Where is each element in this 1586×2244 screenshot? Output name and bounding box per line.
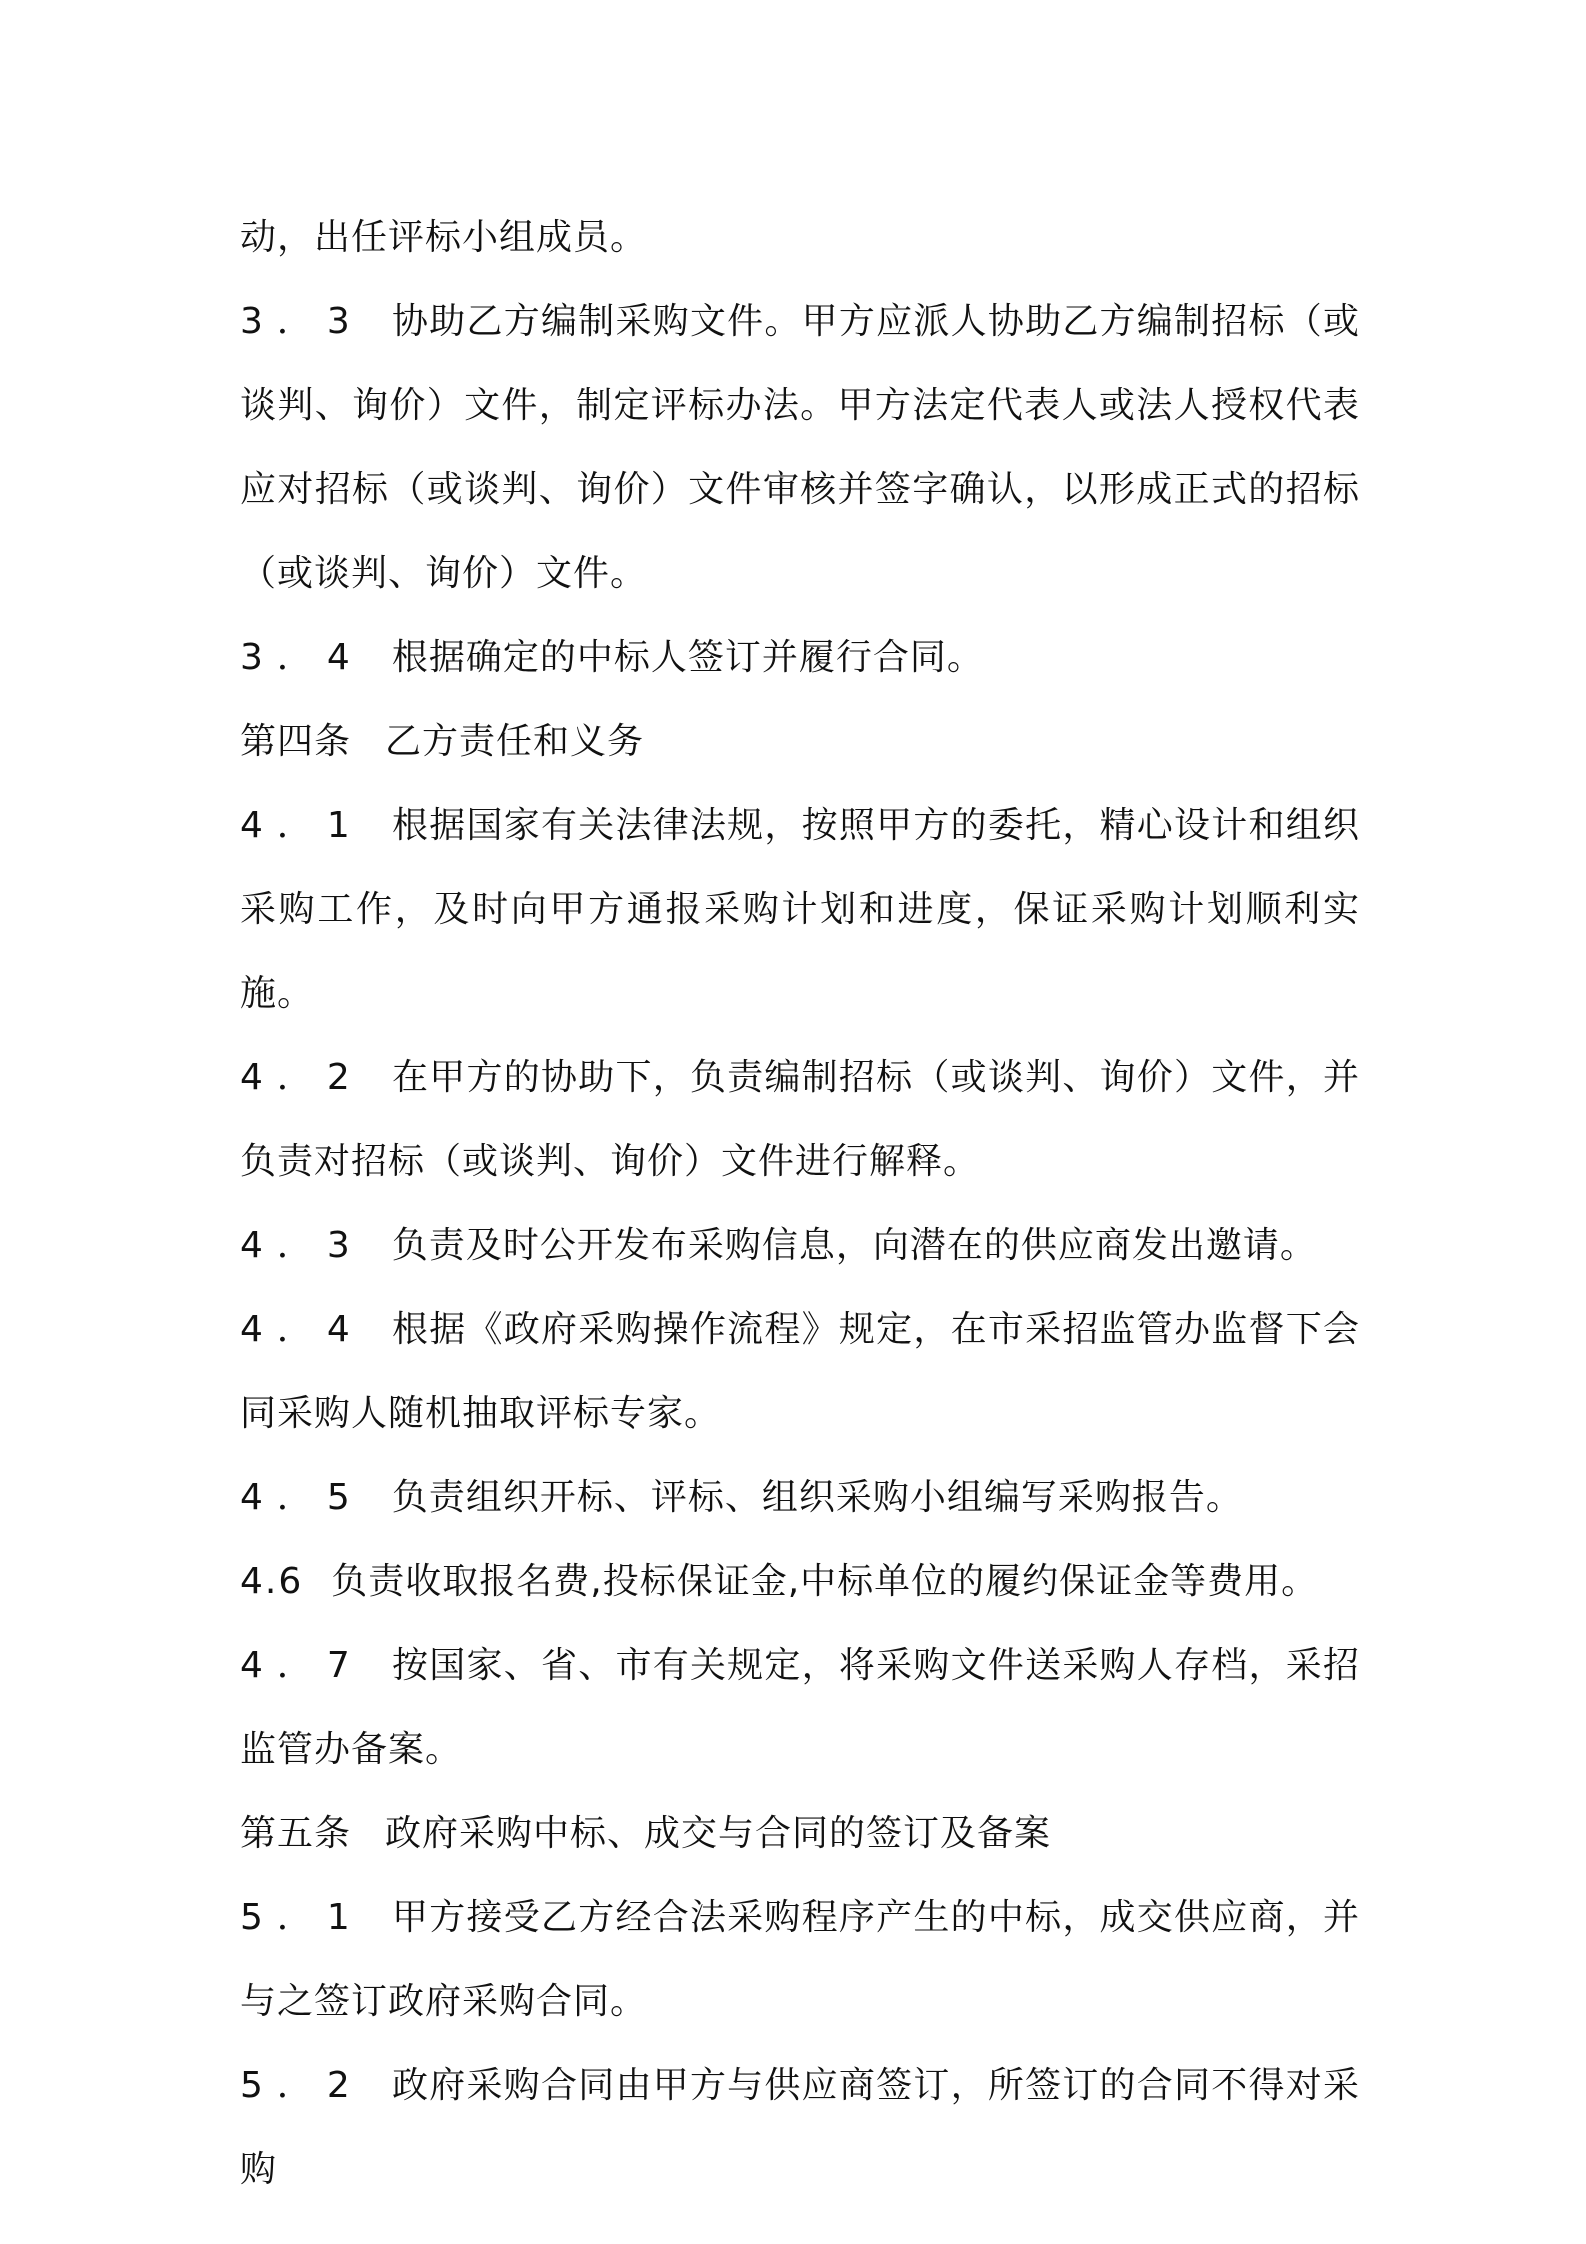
clause-number: 4．1 bbox=[240, 805, 364, 846]
clause-text: 按国家、省、市有关规定，将采购文件送采购人存档，采招监管办备案。 bbox=[240, 1645, 1360, 1770]
clause-4-5 bbox=[240, 1456, 1360, 1540]
clause-4-4 bbox=[240, 1288, 1360, 1456]
article-title: 政府采购中标、成交与合同的签订及备案 bbox=[385, 1813, 1052, 1854]
article-number: 第五条 bbox=[240, 1813, 352, 1854]
clause-number: 3．4 bbox=[240, 637, 364, 678]
clause-text: 根据国家有关法律法规，按照甲方的委托，精心设计和组织采购工作，及时向甲方通报采购计划和进度，保证采购计划顺利实施。 bbox=[240, 805, 1360, 1014]
clause-text: 甲方接受乙方经合法采购程序产生的中标，成交供应商，并与之签订政府采购合同。 bbox=[240, 1897, 1360, 2022]
clause-text: 政府采购合同由甲方与供应商签订，所签订的合同不得对采购 bbox=[240, 2065, 1360, 2190]
clause-number: 4．2 bbox=[240, 1057, 364, 1098]
clause-4-1 bbox=[240, 784, 1360, 1036]
article-4-heading bbox=[240, 700, 1360, 784]
clause-5-1 bbox=[240, 1876, 1360, 2044]
clause-number: 4．7 bbox=[240, 1645, 364, 1686]
clause-number: 5．1 bbox=[240, 1897, 364, 1938]
document-body bbox=[240, 196, 1360, 2212]
clause-5-2 bbox=[240, 2044, 1360, 2212]
clause-3-4 bbox=[240, 616, 1360, 700]
clause-number: 4．3 bbox=[240, 1225, 364, 1266]
clause-4-2 bbox=[240, 1036, 1360, 1204]
clause-text: 根据《政府采购操作流程》规定，在市采招监管办监督下会同采购人随机抽取评标专家。 bbox=[240, 1309, 1360, 1434]
clause-4-6 bbox=[240, 1540, 1360, 1624]
clause-number: 3．3 bbox=[240, 301, 364, 342]
clause-text: 根据确定的中标人签订并履行合同。 bbox=[391, 637, 984, 678]
paragraph bbox=[240, 196, 1360, 280]
clause-text: 在甲方的协助下，负责编制招标（或谈判、询价）文件，并负责对招标（或谈判、询价）文件进行解释。 bbox=[240, 1057, 1360, 1182]
clause-text: 负责收取报名费,投标保证金,中标单位的履约保证金等费用。 bbox=[331, 1561, 1319, 1602]
clause-4-3 bbox=[240, 1204, 1360, 1288]
clause-3-3 bbox=[240, 280, 1360, 616]
clause-number: 4．5 bbox=[240, 1477, 364, 1518]
clause-4-7 bbox=[240, 1624, 1360, 1792]
clause-number: 4．4 bbox=[240, 1309, 364, 1350]
article-title: 乙方责任和义务 bbox=[385, 721, 645, 762]
clause-number: 4.6 bbox=[240, 1561, 304, 1602]
clause-number: 5．2 bbox=[240, 2065, 364, 2106]
paragraph-text: 动，出任评标小组成员。 bbox=[240, 217, 648, 258]
article-number: 第四条 bbox=[240, 721, 352, 762]
clause-text: 负责组织开标、评标、组织采购小组编写采购报告。 bbox=[391, 1477, 1243, 1518]
article-5-heading bbox=[240, 1792, 1360, 1876]
clause-text: 负责及时公开发布采购信息，向潜在的供应商发出邀请。 bbox=[391, 1225, 1317, 1266]
clause-text: 协助乙方编制采购文件。甲方应派人协助乙方编制招标（或谈判、询价）文件，制定评标办法。甲方法定代表人或法人授权代表应对招标（或谈判、询价）文件审核并签字确认，以形成正式的招标（或谈判、询价）文件。 bbox=[240, 301, 1360, 594]
